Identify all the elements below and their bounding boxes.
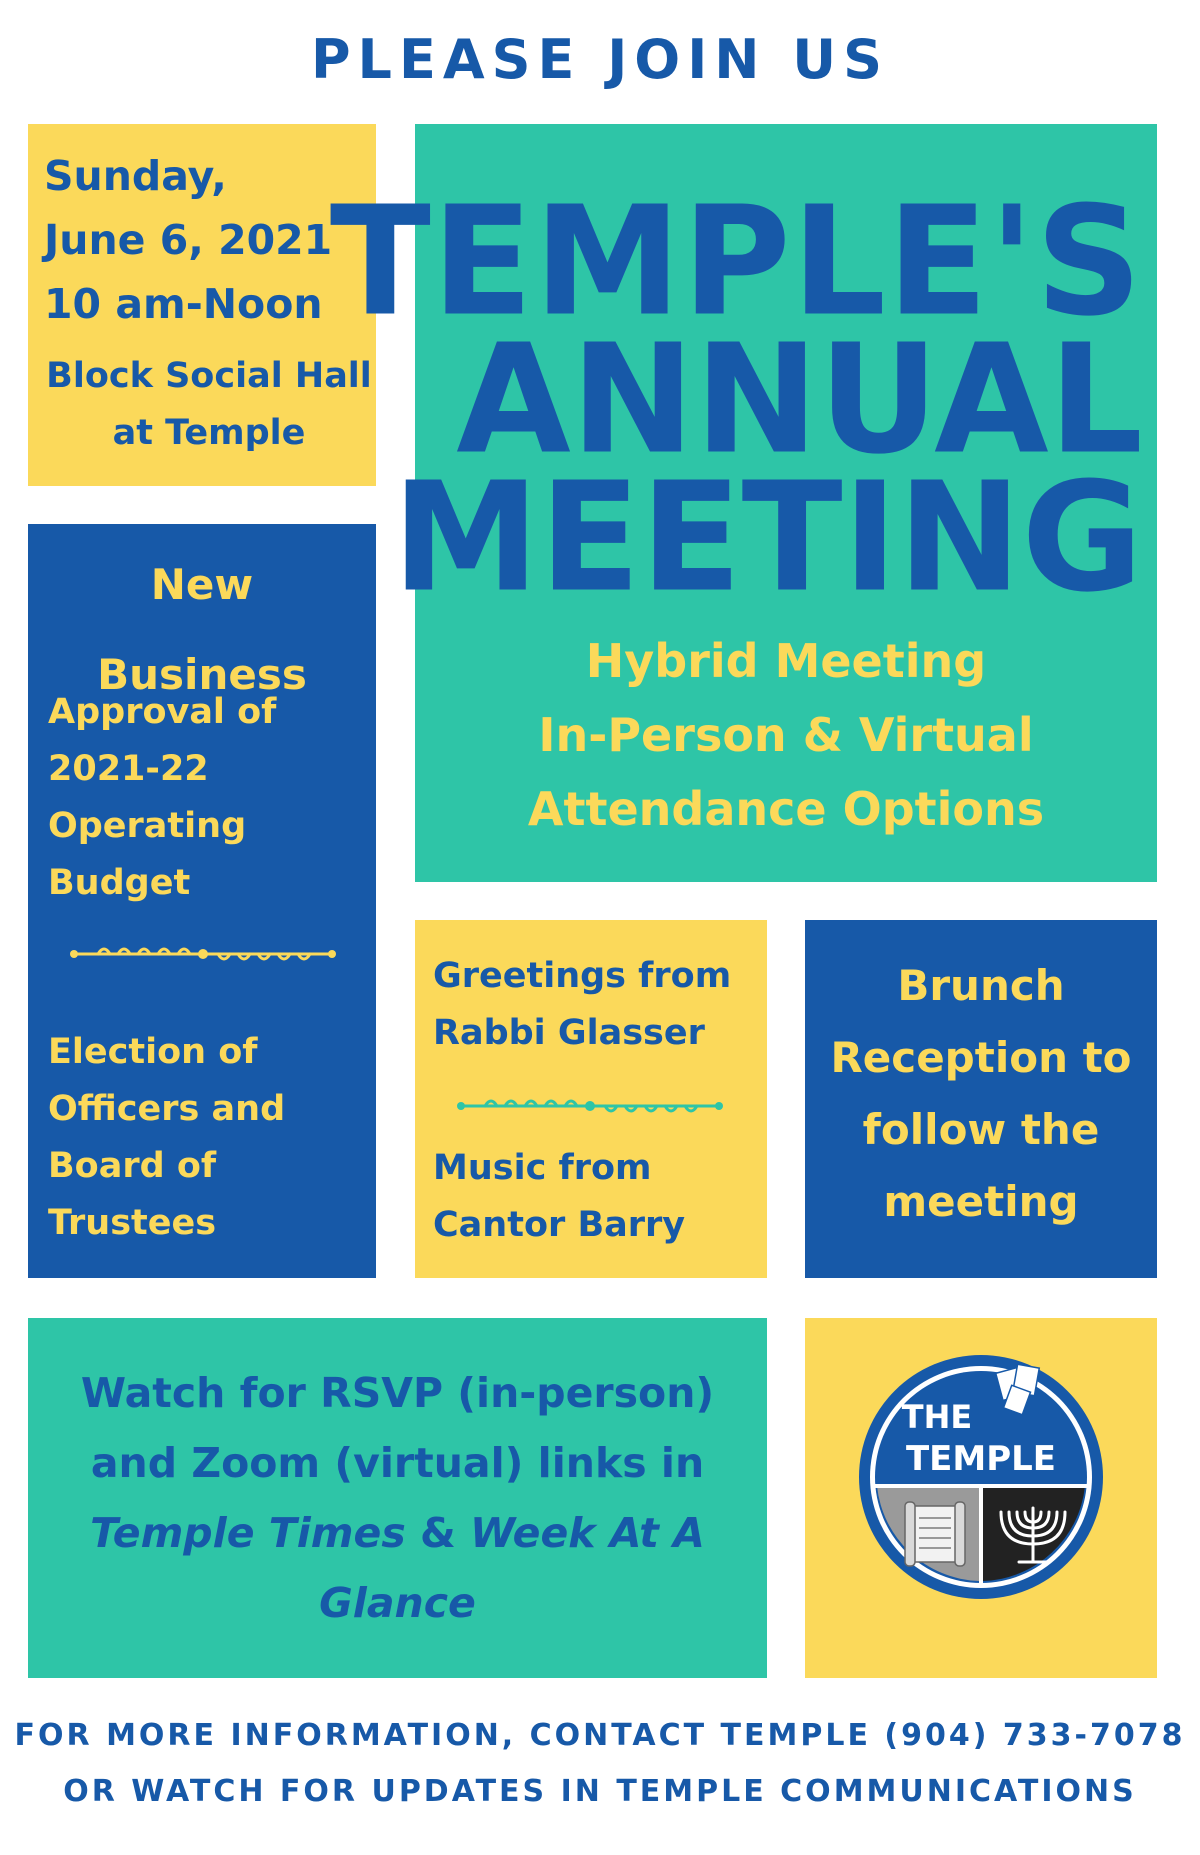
business-item-budget <box>48 684 276 912</box>
event-time: 10 am-Noon <box>44 280 323 328</box>
meeting-title-panel <box>329 124 1157 882</box>
logo-text-the: THE <box>901 1398 973 1436</box>
title-line: TEMPLE'S <box>329 173 1143 350</box>
greeting-text <box>433 948 731 1062</box>
venue-line: at Temple <box>112 413 306 453</box>
event-day: Sunday, <box>44 152 227 200</box>
footer-contact: FOR MORE INFORMATION, CONTACT TEMPLE (904) 733-7078 <box>14 1718 1186 1753</box>
publication-name: Temple Times <box>90 1509 406 1557</box>
brunch-line: follow the <box>862 1105 1100 1154</box>
temple-logo <box>857 1346 1105 1608</box>
rsvp-line <box>28 1568 767 1638</box>
vine-divider-icon <box>455 1090 725 1122</box>
meeting-subtitle <box>415 624 1157 846</box>
greeting-line: Rabbi Glasser <box>433 1013 705 1053</box>
heading-line: Business <box>97 650 307 699</box>
heading-line: New <box>150 560 254 609</box>
event-date: June 6, 2021 <box>44 216 333 264</box>
title-line: MEETING <box>392 449 1143 626</box>
rsvp-line: Watch for RSVP (in-person) <box>80 1369 715 1417</box>
subtitle-line: In-Person & Virtual <box>538 708 1034 762</box>
subtitle-line: Hybrid Meeting <box>585 634 987 688</box>
subtitle-line: Attendance Options <box>527 782 1045 836</box>
item-line: Approval of <box>48 692 277 732</box>
publication-name: Glance <box>319 1579 476 1627</box>
torah-scroll-icon <box>905 1502 965 1566</box>
item-line: 2021-22 <box>48 749 209 789</box>
item-line: Budget <box>48 863 191 903</box>
new-business-panel <box>28 524 376 1278</box>
item-line: Officers and <box>48 1089 286 1129</box>
music-line: Cantor Barry <box>433 1205 686 1245</box>
title-line: ANNUAL <box>456 311 1143 488</box>
ampersand: & <box>405 1509 471 1557</box>
greeting-line: Greetings from <box>433 956 732 996</box>
brunch-line: Reception to <box>830 1033 1132 1082</box>
program-panel <box>415 920 767 1278</box>
event-venue <box>44 348 374 462</box>
item-line: Board of <box>48 1146 217 1186</box>
music-line: Music from <box>433 1148 652 1188</box>
music-text <box>433 1140 685 1254</box>
item-line: Operating <box>48 806 247 846</box>
brunch-line: meeting <box>883 1177 1079 1226</box>
venue-line: Block Social Hall <box>46 356 372 396</box>
business-item-election <box>48 1024 285 1252</box>
item-line: Trustees <box>48 1203 217 1243</box>
header-title: PLEASE JOIN US <box>310 28 890 91</box>
logo-panel <box>805 1318 1157 1678</box>
date-venue-panel <box>28 124 376 486</box>
rsvp-line <box>28 1498 767 1568</box>
rsvp-panel <box>28 1318 767 1678</box>
item-line: Election of <box>48 1032 258 1072</box>
footer-updates: OR WATCH FOR UPDATES IN TEMPLE COMMUNICATIONS <box>63 1774 1137 1809</box>
brunch-text <box>805 950 1157 1238</box>
rsvp-line: and Zoom (virtual) links in <box>90 1439 705 1487</box>
brunch-line: Brunch <box>897 961 1065 1010</box>
rsvp-text <box>28 1358 767 1638</box>
publication-name: Week At A <box>470 1509 705 1557</box>
logo-text-temple: TEMPLE <box>905 1439 1057 1479</box>
vine-divider-icon <box>68 938 338 970</box>
brunch-panel <box>805 920 1157 1278</box>
